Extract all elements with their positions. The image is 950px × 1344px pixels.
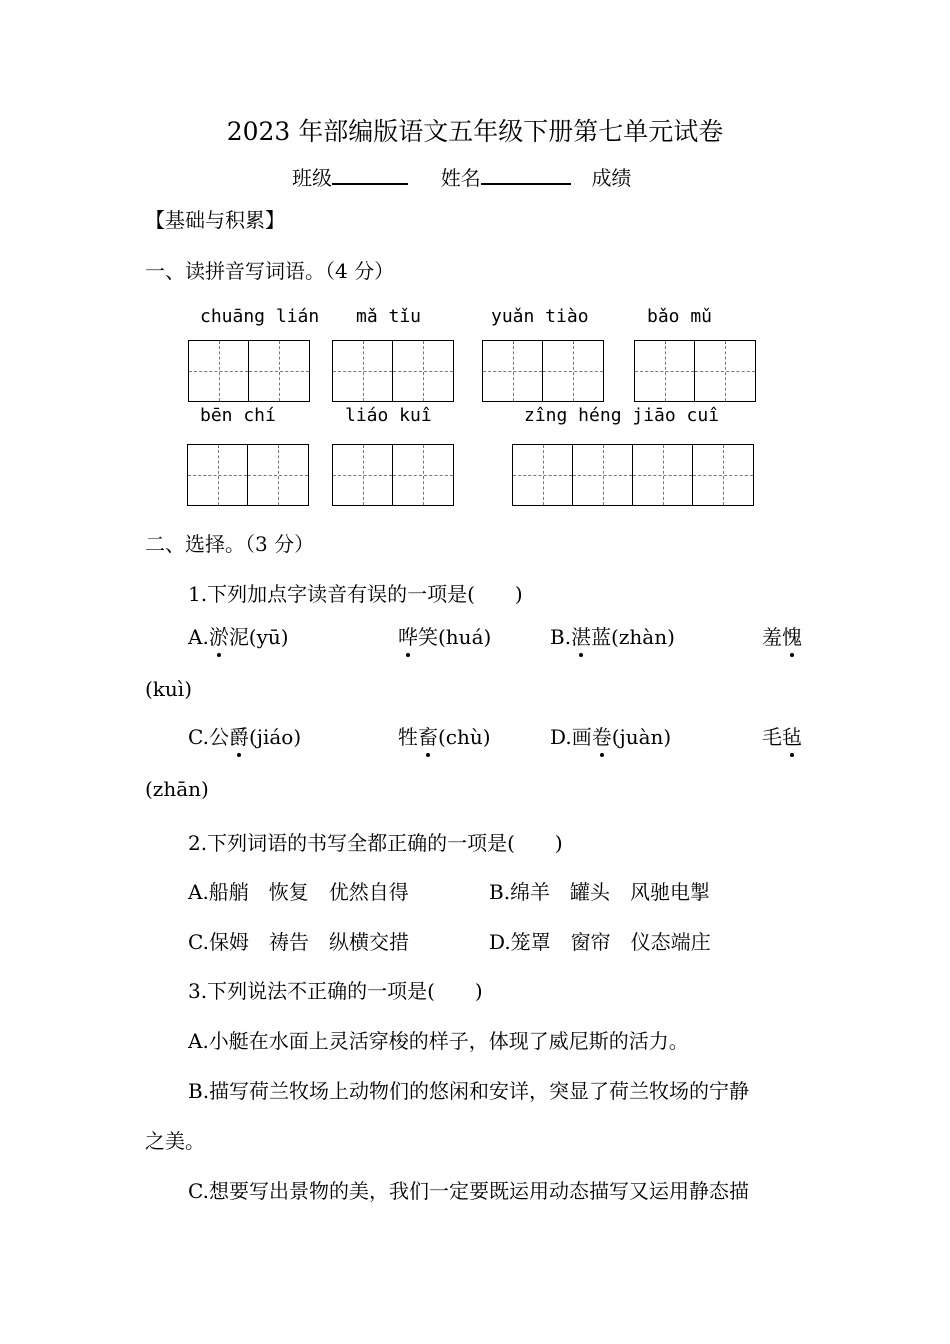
sub-question-stem: 2.下列词语的书写全都正确的一项是( ) [188,831,563,855]
option-c: C.保姆 祷告 纵横交措 [188,930,409,954]
option-c: C.公爵(jiáo) [188,725,302,749]
name-blank[interactable] [481,163,571,185]
question-2-heading: 二、选择。（3 分） [145,532,315,556]
dotted-char: 爵 [228,725,249,749]
option-d-second-word: 毛毡 [762,725,802,749]
writing-grid[interactable] [482,340,604,402]
option-c: C.想要写出景物的美，我们一定要既运用动态描写又运用静态描 [188,1179,749,1203]
writing-grid[interactable] [332,340,454,402]
pinyin-label: bēn chí [200,405,276,426]
option-d: D.笼罩 窗帘 仪态端庄 [489,930,711,954]
option-a: A.淤泥(yū) [188,625,289,649]
sub-question-stem: 1.下列加点字读音有误的一项是( ) [188,582,523,606]
dotted-char: 畜 [418,725,438,749]
option-c-second-word: 牲畜(chù) [398,725,491,749]
writing-grid[interactable] [332,444,454,506]
pinyin-label: zîng héng jiāo cuî [524,405,720,426]
name-label: 姓名 [440,166,481,190]
writing-grid[interactable] [512,444,754,506]
option-a: A.小艇在水面上灵活穿梭的样子，体现了威尼斯的活力。 [188,1029,689,1053]
dotted-char: 毡 [782,725,802,749]
pinyin-label: yuǎn tiào [491,306,589,327]
pinyin-label: mǎ tǐu [356,306,422,327]
option-a-second-word: 哗笑(huá) [398,625,492,649]
option-b: B.湛蓝(zhàn) [550,625,675,649]
dotted-char: 湛 [571,625,592,649]
option-b-second-word: 羞愧 [762,625,802,649]
score-label: 成绩 [591,166,632,190]
class-blank[interactable] [332,163,408,185]
option-d: D.画卷(juàn) [550,725,672,749]
writing-grid[interactable] [634,340,756,402]
option-a: A.船艄 恢复 优然自得 [188,880,409,904]
writing-grid[interactable] [187,444,309,506]
option-d-wrap: (zhān) [145,777,209,801]
page-title: 2023 年部编版语文五年级下册第七单元试卷 [226,117,724,146]
student-info-row [292,162,631,191]
class-label: 班级 [292,166,332,190]
dotted-char: 卷 [591,725,612,749]
option-b: B.描写荷兰牧场上动物们的悠闲和安详，突显了荷兰牧场的宁静 [188,1079,750,1103]
writing-grid[interactable] [188,340,310,402]
pinyin-label: chuāng lián [200,306,320,327]
dotted-char: 哗 [398,625,418,649]
option-b-wrap: (kuì) [145,677,193,701]
section-heading: 【基础与积累】 [145,208,285,232]
pinyin-label: bǎo mǔ [647,306,713,327]
pinyin-label: liáo kuî [345,405,432,426]
question-1-heading: 一、读拼音写词语。（4 分） [145,259,395,283]
option-b-wrap: 之美。 [145,1129,205,1153]
sub-question-stem: 3.下列说法不正确的一项是( ) [188,979,483,1003]
dotted-char: 愧 [782,625,802,649]
option-b: B.绵羊 罐头 风驰电掣 [489,880,711,904]
dotted-char: 淤 [208,625,229,649]
